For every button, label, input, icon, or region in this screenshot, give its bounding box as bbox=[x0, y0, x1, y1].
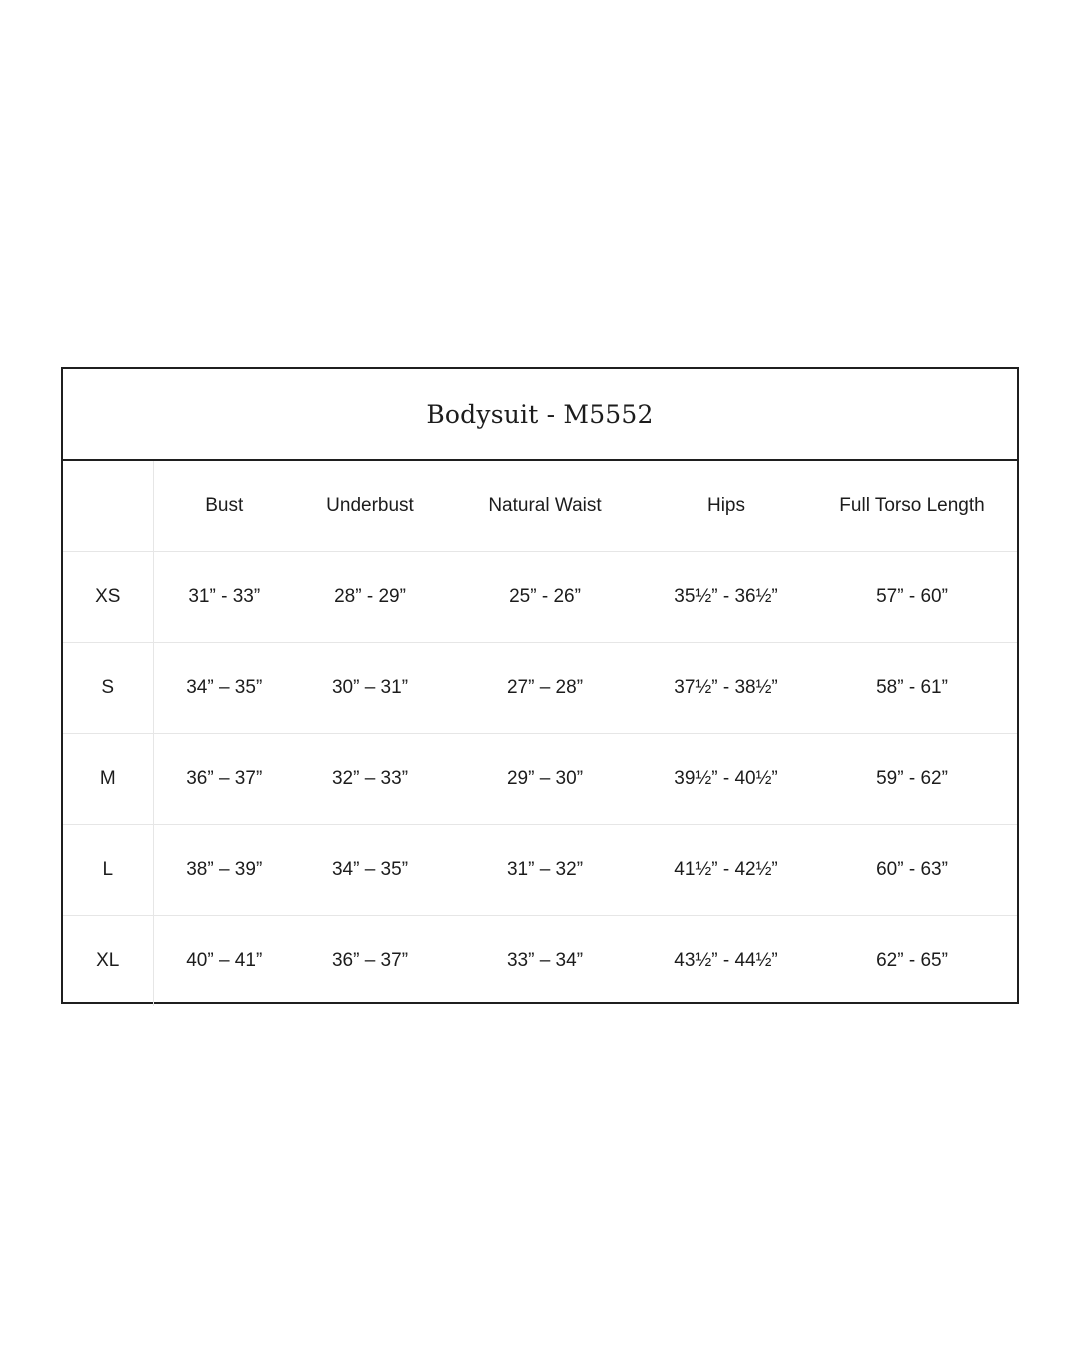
natural-waist-cell: 25” - 26” bbox=[445, 552, 645, 643]
underbust-cell: 30” – 31” bbox=[295, 643, 445, 734]
bust-cell: 40” – 41” bbox=[153, 916, 295, 1007]
bust-cell: 36” – 37” bbox=[153, 734, 295, 825]
underbust-cell: 34” – 35” bbox=[295, 825, 445, 916]
full-torso-length-cell: 57” - 60” bbox=[807, 552, 1017, 643]
full-torso-length-cell: 60” - 63” bbox=[807, 825, 1017, 916]
table-row-l bbox=[63, 825, 1017, 916]
natural-waist-cell: 31” – 32” bbox=[445, 825, 645, 916]
header-natural-waist: Natural Waist bbox=[488, 495, 602, 516]
size-label: M bbox=[63, 734, 153, 825]
full-torso-length-cell: 58” - 61” bbox=[807, 643, 1017, 734]
size-chart-table bbox=[61, 367, 1019, 1004]
table-row-s bbox=[63, 643, 1017, 734]
header-bust: Bust bbox=[205, 495, 244, 516]
size-label: XS bbox=[63, 552, 153, 643]
hips-cell: 41½” - 42½” bbox=[645, 825, 807, 916]
table-row-xl bbox=[63, 916, 1017, 1007]
full-torso-length-cell: 59” - 62” bbox=[807, 734, 1017, 825]
underbust-cell: 32” – 33” bbox=[295, 734, 445, 825]
header-row bbox=[63, 461, 1017, 552]
full-torso-length-cell: 62” - 65” bbox=[807, 916, 1017, 1007]
size-label: S bbox=[63, 643, 153, 734]
hips-cell: 37½” - 38½” bbox=[645, 643, 807, 734]
hips-cell: 35½” - 36½” bbox=[645, 552, 807, 643]
chart-title: Bodysuit - M5552 bbox=[426, 399, 654, 429]
size-label: L bbox=[63, 825, 153, 916]
hips-cell: 39½” - 40½” bbox=[645, 734, 807, 825]
header-hips: Hips bbox=[706, 495, 745, 516]
underbust-cell: 28” - 29” bbox=[295, 552, 445, 643]
natural-waist-cell: 29” – 30” bbox=[445, 734, 645, 825]
header-size-corner bbox=[63, 461, 153, 552]
header-full-torso-length: Full Torso Length bbox=[839, 495, 985, 516]
underbust-cell: 36” – 37” bbox=[295, 916, 445, 1007]
size-label: XL bbox=[63, 916, 153, 1007]
natural-waist-cell: 33” – 34” bbox=[445, 916, 645, 1007]
bust-cell: 34” – 35” bbox=[153, 643, 295, 734]
bust-cell: 38” – 39” bbox=[153, 825, 295, 916]
header-underbust: Underbust bbox=[326, 495, 414, 516]
hips-cell: 43½” - 44½” bbox=[645, 916, 807, 1007]
table-row-xs bbox=[63, 552, 1017, 643]
chart-title-bar bbox=[63, 369, 1017, 461]
size-grid bbox=[63, 461, 1017, 1006]
bust-cell: 31” - 33” bbox=[153, 552, 295, 643]
natural-waist-cell: 27” – 28” bbox=[445, 643, 645, 734]
table-row-m bbox=[63, 734, 1017, 825]
